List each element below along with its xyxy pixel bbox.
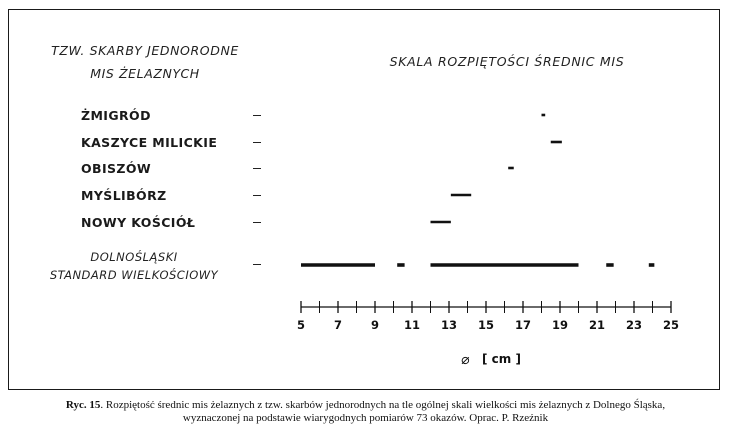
row-label-nowy-kosciol: NOWY KOŚCIÓŁ (81, 215, 196, 230)
row-label-obiszow: OBISZÓW (81, 161, 152, 176)
chart-title: SKALA ROZPIĘTOŚCI ŚREDNIC MIS (389, 54, 625, 69)
caption-prefix: Ryc. 15 (65, 399, 101, 411)
figure-frame (8, 9, 720, 390)
left-heading-line-2: MIS ŻELAZNYCH (90, 66, 200, 81)
figure-caption (0, 399, 731, 425)
caption-line-2: wyznaczonej na podstawie wiarygodnych pomiarów 73 okazów. Oprac. P. Rzeźnik (182, 412, 549, 424)
caption-text-1: . Rozpiętość średnic mis żelaznych z tzw. skarbów jednorodnych na tle ogólnej skali wielkości mis żelaznych z Dolnego Śląska, (100, 399, 666, 411)
left-heading-line-1: TZW. SKARBY JEDNORODNE (51, 43, 239, 58)
standard-label-line-2: STANDARD WIELKOŚCIOWY (49, 268, 219, 282)
range-chart (9, 10, 721, 391)
caption-line-1 (0, 399, 731, 412)
x-tick-label: 13 (440, 318, 458, 332)
row-label-kaszyce-milickie: KASZYCE MILICKIE (81, 135, 218, 150)
diameter-symbol: ⌀ (460, 352, 470, 368)
x-tick-label: 25 (662, 318, 680, 332)
x-tick-label: 21 (588, 318, 606, 332)
x-tick-label: 15 (477, 318, 495, 332)
standard-label-line-1: DOLNOŚLĄSKI (90, 250, 178, 264)
x-tick-label: 11 (403, 318, 421, 332)
x-tick-label: 19 (551, 318, 569, 332)
row-label-mysliborz: MYŚLIBÓRZ (81, 188, 167, 203)
x-tick-label: 9 (370, 318, 380, 332)
x-tick-label: 17 (514, 318, 532, 332)
x-axis-label: [ cm ] (482, 352, 521, 366)
row-label-zmigrod: ŻMIGRÓD (81, 108, 151, 123)
x-tick-label: 7 (333, 318, 343, 332)
x-tick-label: 5 (296, 318, 306, 332)
x-tick-label: 23 (625, 318, 643, 332)
